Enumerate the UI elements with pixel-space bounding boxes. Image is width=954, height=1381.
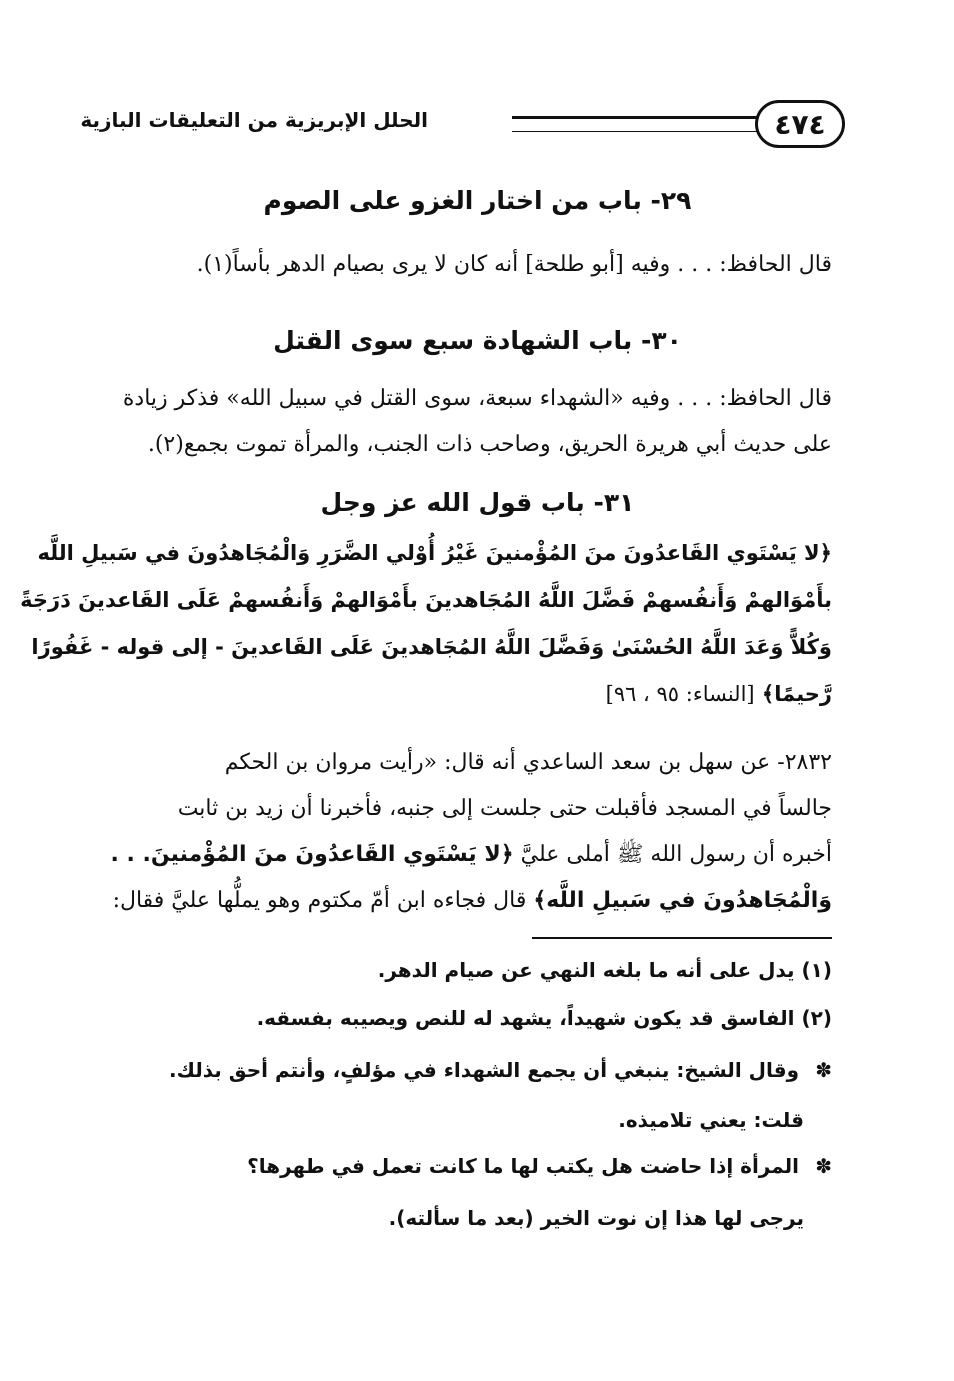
chapter-heading-29: ٢٩- باب من اختار الغزو على الصوم [263, 186, 692, 215]
hadith-2832 [110, 740, 832, 924]
footnote-1: (١) يدل على أنه ما بلغه النهي عن صيام الدهر. [377, 958, 832, 982]
verse-reference: [النساء: ٩٥ ، ٩٦] [605, 682, 755, 706]
page-number: ٤٧٤ [755, 100, 845, 148]
verse-line: وَكُلاًّ وَعَدَ اللَّهُ الحُسْنَىٰ وَفَضَّلَ اللَّهُ المُجَاهدينَ عَلَى القَاعدينَ - إلى قوله - غَفُورًا [31, 635, 832, 659]
hadith-line [110, 878, 832, 924]
sheikh-note [110, 1050, 832, 1090]
verse-line [110, 671, 832, 718]
verse-end: رَّحيمًا﴾ [761, 682, 832, 706]
sheikh-note-cont [110, 1100, 832, 1140]
header-rule [512, 116, 757, 132]
footnote-2: (٢) الفاسق قد يكون شهيداً، يشهد له للنص ويصيبه بفسقه. [256, 1006, 832, 1030]
text-line: قال الحافظ: . . . وفيه «الشهداء سبعة، سوى القتل في سبيل الله» فذكر زيادة [122, 386, 832, 411]
note-text: المرأة إذا حاضت هل يكتب لها ما كانت تعمل في طهرها؟ [247, 1154, 800, 1178]
asterisk-icon: ✽ [815, 1154, 832, 1178]
section-29-text [110, 242, 832, 288]
verse-quote: ﴿لا يَسْتَوي القَاعدُونَ منَ المُؤْمنينَ. . . [110, 842, 514, 867]
chapter-heading-31: ٣١- باب قول الله عز وجل [320, 488, 635, 517]
verse-line: بأَمْوَالهمْ وَأَنفُسهمْ فَضَّلَ اللَّهُ المُجَاهدينَ بأَمْوَالهمْ وَأَنفُسهمْ عَلَى القَاعدينَ دَرَجَةً [20, 588, 832, 612]
verse-line: ﴿لا يَسْتَوي القَاعدُونَ منَ المُؤْمنينَ غَيْرُ أُوْلي الضَّرَرِ وَالْمُجَاهدُونَ في سَبيلِ اللَّه [37, 541, 832, 565]
running-header [80, 100, 845, 150]
hadith-line: ٢٨٣٢- عن سهل بن سعد الساعدي أنه قال: «رأيت مروان بن الحكم [224, 750, 832, 775]
chapter-heading-30: ٣٠- باب الشهادة سبع سوى القتل [273, 326, 682, 355]
menstruation-note [110, 1146, 832, 1186]
section-30-text [110, 376, 832, 468]
menstruation-note-cont [110, 1198, 832, 1238]
hadith-text: قال فجاءه ابن أمّ مكتوم وهو يملُّها عليَّ فقال: [112, 888, 527, 913]
verse-quote: وَالْمُجَاهدُونَ في سَبيلِ اللَّه﴾ [533, 888, 832, 913]
quran-verse [20, 530, 832, 718]
asterisk-icon: ✽ [815, 1058, 832, 1082]
hadith-line: جالساً في المسجد فأقبلت حتى جلست إلى جنبه، فأخبرنا أن زيد بن ثابت [177, 796, 832, 821]
text-line: على حديث أبي هريرة الحريق، وصاحب ذات الجنب، والمرأة تموت بجمع(٢). [147, 432, 832, 457]
hadith-text: أخبره أن رسول الله ﷺ أملى عليَّ [520, 842, 832, 867]
note-text: وقال الشيخ: ينبغي أن يجمع الشهداء في مؤلفٍ، وأنتم أحق بذلك. [168, 1058, 800, 1082]
note-text: يرجى لها هذا إن نوت الخير (بعد ما سألته). [388, 1206, 804, 1230]
footnote-separator [532, 937, 832, 939]
hadith-line [110, 832, 832, 878]
running-title: الحلل الإبريزية من التعليقات البازية [80, 108, 428, 132]
note-text: قلت: يعني تلاميذه. [618, 1108, 804, 1132]
text-line: قال الحافظ: . . . وفيه [أبو طلحة] أنه كان لا يرى بصيام الدهر بأساً(١). [196, 252, 832, 277]
